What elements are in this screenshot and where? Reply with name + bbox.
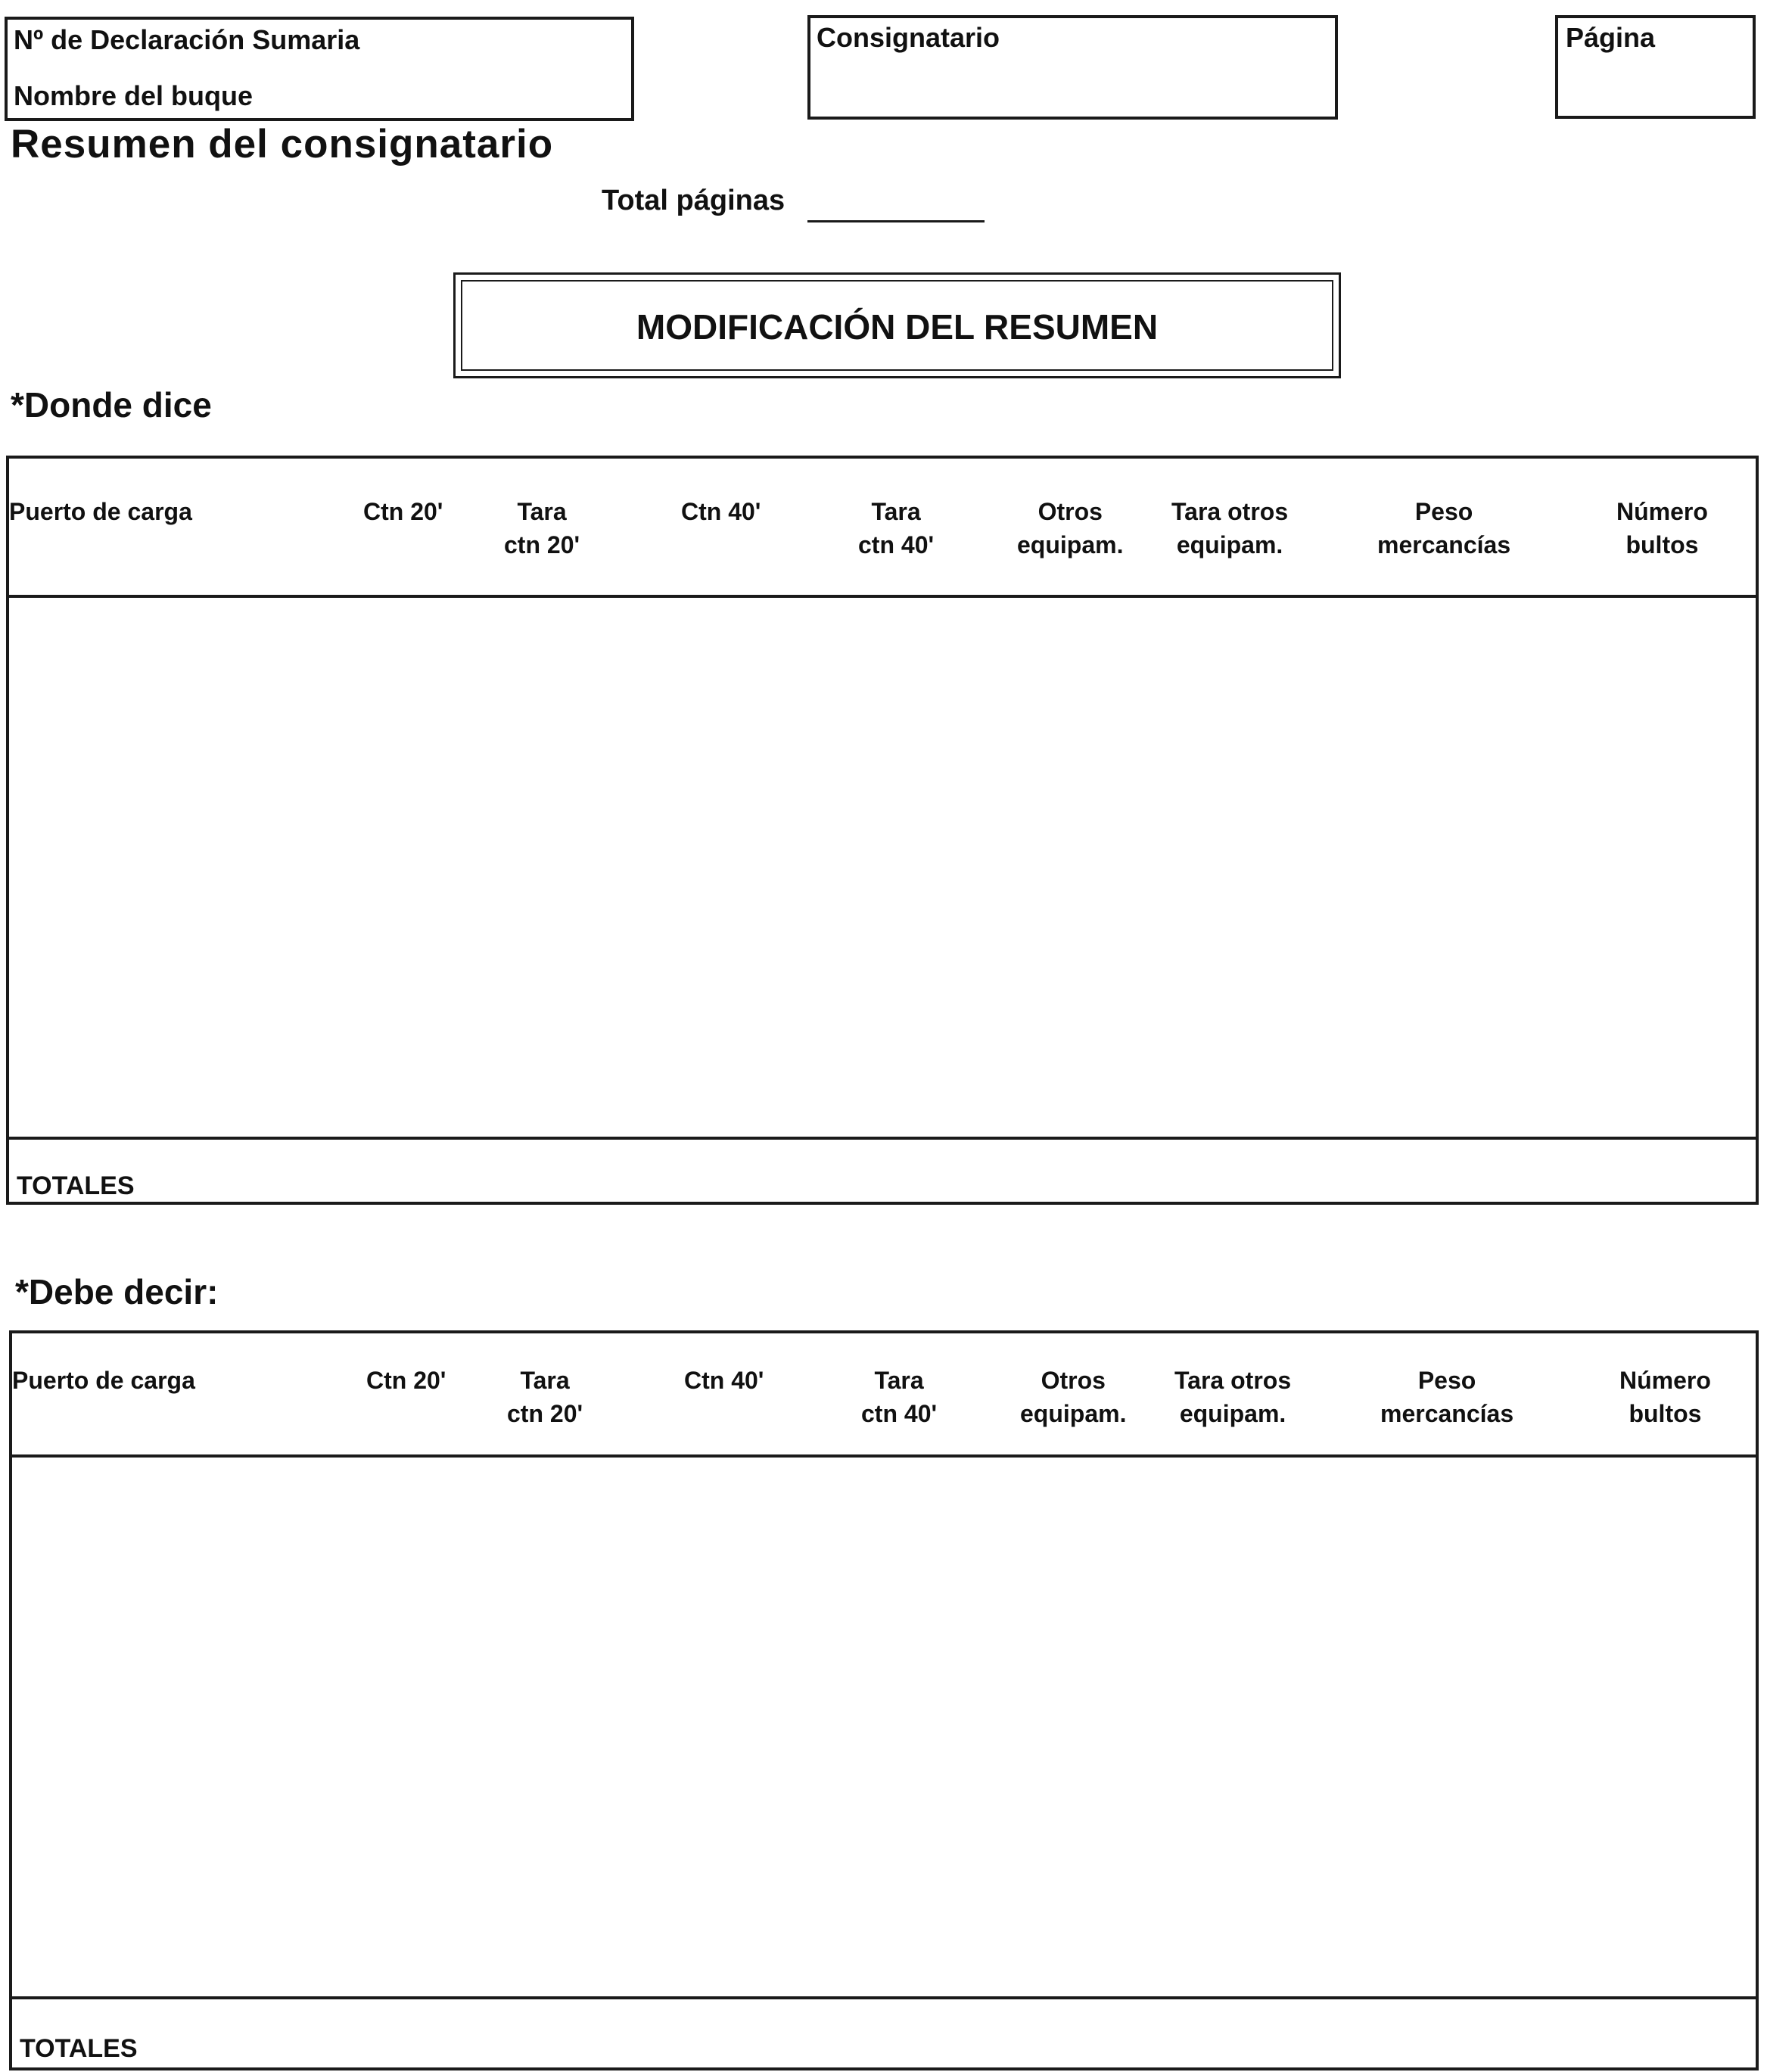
column-header-tara-ctn-20: Tara ctn 20' — [507, 1367, 583, 1427]
column-header-tara-ctn-40: Tara ctn 40' — [861, 1367, 938, 1427]
consignee-label: Consignatario — [817, 22, 1000, 53]
column-header-otros-equipam: Otros equipam. — [1020, 1367, 1127, 1427]
consignee-box — [807, 15, 1338, 120]
column-header-ctn-40: Ctn 40' — [681, 498, 761, 525]
page-box — [1555, 15, 1756, 119]
column-header-peso-mercancias: Peso mercancías — [1377, 498, 1511, 558]
declaration-number-label: Nº de Declaración Sumaria — [14, 24, 360, 55]
column-header-tara-otros-equipam: Tara otros equipam. — [1174, 1367, 1292, 1427]
section-label-donde-dice: *Donde dice — [11, 385, 212, 425]
column-header-ctn-20: Ctn 20' — [366, 1367, 446, 1394]
summary-table-original — [6, 456, 1759, 1205]
column-header-numero-bultos: Número bultos — [1616, 498, 1708, 558]
header-divider — [12, 1454, 1756, 1458]
page-title: Resumen del consignatario — [11, 122, 554, 166]
totals-divider — [12, 1996, 1756, 1999]
column-header-puerto-carga: Puerto de carga — [9, 498, 192, 525]
declaration-box — [5, 17, 634, 121]
column-header-tara-ctn-40: Tara ctn 40' — [858, 498, 935, 558]
column-header-peso-mercancias: Peso mercancías — [1380, 1367, 1514, 1427]
section-label-debe-decir: *Debe decir: — [15, 1272, 219, 1311]
column-header-ctn-20: Ctn 20' — [363, 498, 443, 525]
column-header-ctn-40: Ctn 40' — [684, 1367, 764, 1394]
header-divider — [9, 595, 1756, 598]
modification-title-box — [453, 272, 1341, 378]
totals-label: TOTALES — [20, 2034, 138, 2063]
modification-title: MODIFICACIÓN DEL RESUMEN — [636, 307, 1159, 347]
column-header-numero-bultos: Número bultos — [1619, 1367, 1711, 1427]
column-header-puerto-carga: Puerto de carga — [12, 1367, 195, 1394]
totals-label: TOTALES — [17, 1171, 135, 1200]
page-label: Página — [1566, 22, 1656, 53]
summary-table-corrected — [9, 1330, 1759, 2070]
column-header-tara-otros-equipam: Tara otros equipam. — [1171, 498, 1289, 558]
column-header-tara-ctn-20: Tara ctn 20' — [504, 498, 580, 558]
total-pages-label: Total páginas — [602, 185, 786, 216]
totals-divider — [9, 1137, 1756, 1140]
ship-name-label: Nombre del buque — [14, 80, 254, 111]
total-pages-field — [807, 220, 985, 222]
column-header-otros-equipam: Otros equipam. — [1017, 498, 1124, 558]
